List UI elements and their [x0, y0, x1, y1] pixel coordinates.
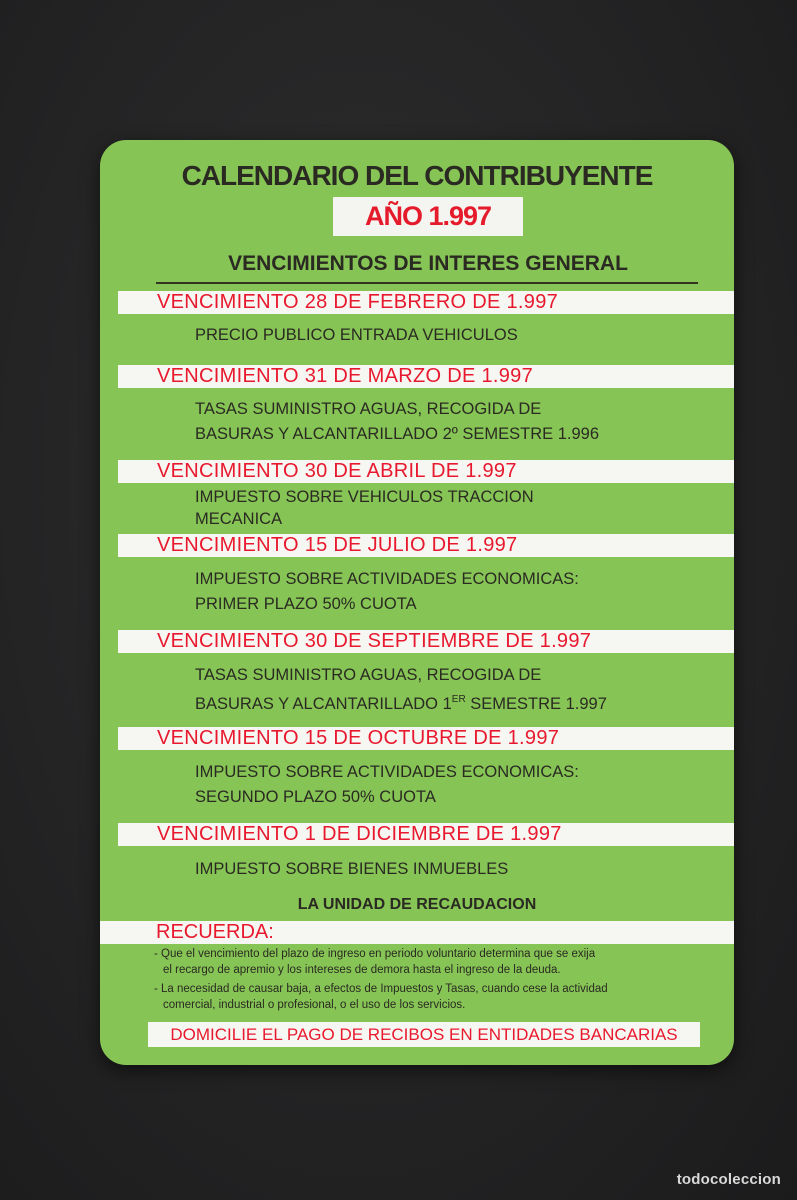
section-divider [156, 282, 698, 284]
deadline-item: MECANICA [195, 510, 283, 528]
deadline-date: VENCIMIENTO 30 DE ABRIL DE 1.997 [157, 460, 517, 482]
deadline-band [118, 291, 734, 314]
deadline-item: PRIMER PLAZO 50% CUOTA [195, 595, 417, 613]
note-line: comercial, industrial o profesional, o el uso de los servicios. [163, 999, 466, 1011]
deadline-date: VENCIMIENTO 31 DE MARZO DE 1.997 [157, 365, 533, 387]
note-line: el recargo de apremio y los intereses de demora hasta el ingreso de la deuda. [163, 964, 561, 976]
deadline-item: IMPUESTO SOBRE BIENES INMUEBLES [195, 860, 509, 878]
remember-band [100, 921, 734, 944]
deadline-item: BASURAS Y ALCANTARILLADO 2º SEMESTRE 1.996 [195, 425, 600, 443]
deadline-item-text: BASURAS Y ALCANTARILLADO 1 [195, 695, 452, 713]
deadline-date: VENCIMIENTO 15 DE OCTUBRE DE 1.997 [157, 727, 560, 749]
card-title: CALENDARIO DEL CONTRIBUYENTE [181, 160, 653, 191]
note-line: - La necesidad de causar baja, a efectos de Impuestos y Tasas, cuando cese la actividad [154, 983, 608, 995]
deadline-band [118, 460, 734, 483]
superscript: ER [451, 694, 466, 705]
issuer-label: LA UNIDAD DE RECAUDACION [297, 896, 537, 913]
deadline-item: TASAS SUMINISTRO AGUAS, RECOGIDA DE [195, 666, 542, 684]
deadline-date: VENCIMIENTO 28 DE FEBRERO DE 1.997 [157, 291, 559, 313]
deadline-date: VENCIMIENTO 30 DE SEPTIEMBRE DE 1.997 [157, 630, 592, 652]
deadline-item: TASAS SUMINISTRO AGUAS, RECOGIDA DE [195, 400, 542, 418]
deadline-item [195, 689, 607, 715]
deadline-item: PRECIO PUBLICO ENTRADA VEHICULOS [195, 326, 518, 344]
remember-heading: RECUERDA: [156, 921, 274, 943]
deadline-date: VENCIMIENTO 1 DE DICIEMBRE DE 1.997 [157, 823, 562, 845]
taxpayer-calendar-card [100, 140, 734, 1065]
note-line: - Que el vencimiento del plazo de ingreso en periodo voluntario determina que se exija [154, 948, 596, 960]
deadline-band [118, 727, 734, 750]
deadline-date: VENCIMIENTO 15 DE JULIO DE 1.997 [157, 534, 518, 556]
watermark: todocoleccion [676, 1171, 781, 1188]
deadline-item: IMPUESTO SOBRE ACTIVIDADES ECONOMICAS: [195, 763, 579, 781]
deadline-item: IMPUESTO SOBRE VEHICULOS TRACCION [195, 488, 534, 506]
deadline-band [118, 630, 734, 653]
deadline-item-text: SEMESTRE 1.997 [465, 695, 607, 713]
deadline-item: IMPUESTO SOBRE ACTIVIDADES ECONOMICAS: [195, 570, 579, 588]
deadline-band [118, 823, 734, 846]
deadline-band [118, 534, 734, 557]
deadline-item: SEGUNDO PLAZO 50% CUOTA [195, 788, 436, 806]
year-label: AÑO 1.997 [333, 197, 523, 236]
section-title: VENCIMIENTOS DE INTERES GENERAL [228, 252, 628, 275]
footer-banner: DOMICILIE EL PAGO DE RECIBOS EN ENTIDADES BANCARIAS [148, 1022, 700, 1047]
deadline-band [118, 365, 734, 388]
